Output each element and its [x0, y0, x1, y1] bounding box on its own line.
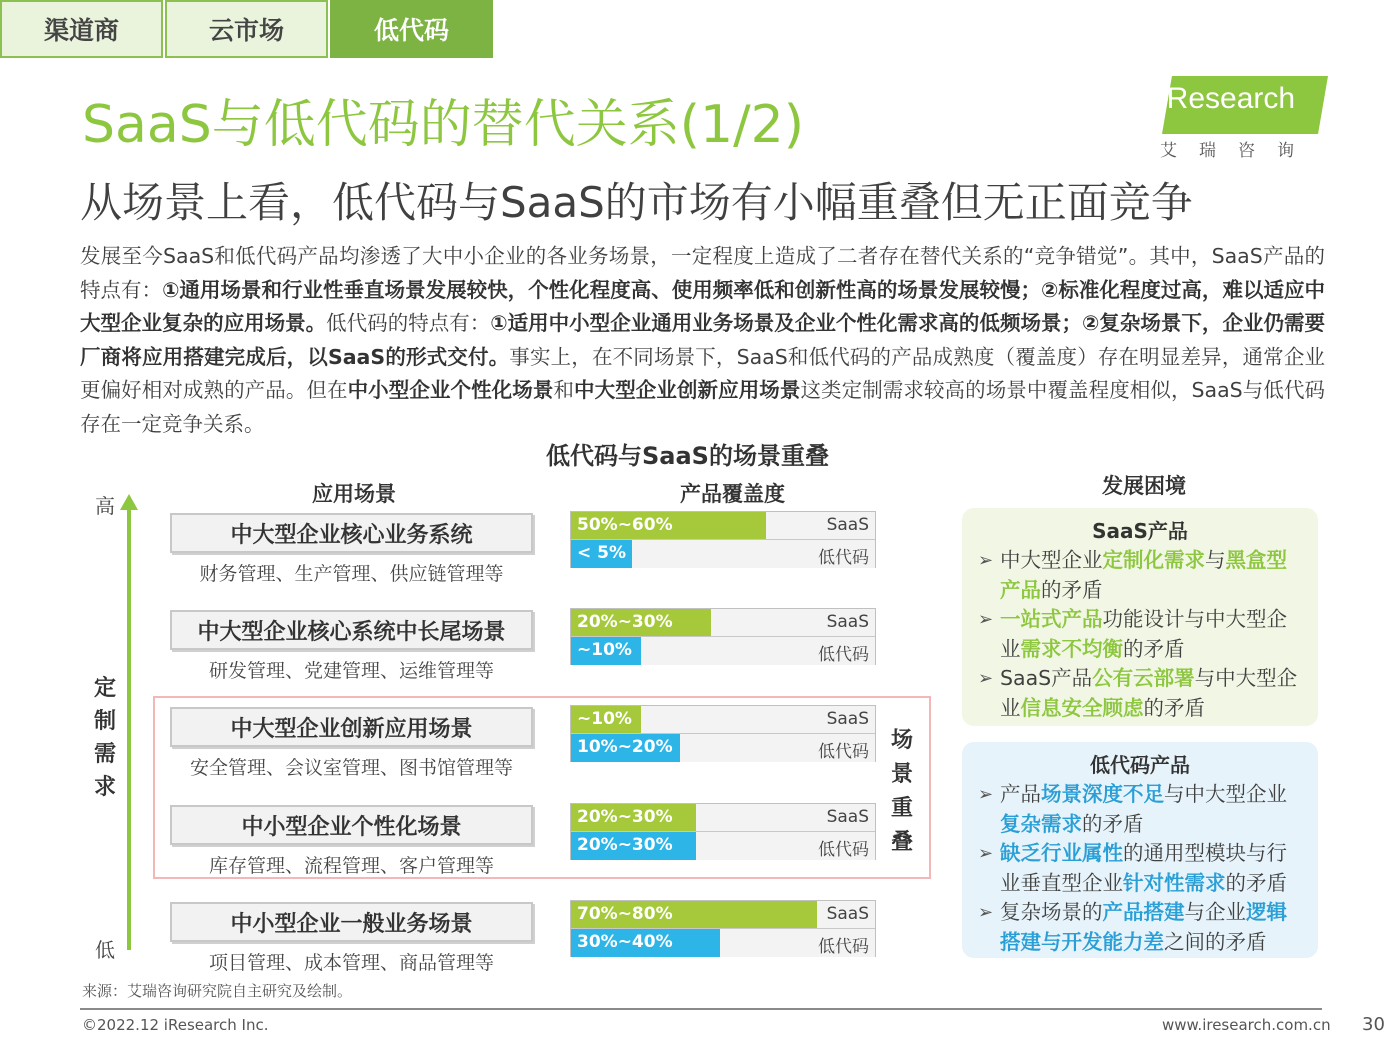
scene-description: 安全管理、会议室管理、图书馆管理等: [189, 757, 513, 779]
coverage-name-lowcode: 低代码: [818, 742, 869, 762]
scene-box: 中大型企业核心系统中长尾场景: [170, 610, 533, 650]
lowcode-problem-item: ➢ 缺乏行业属性的通用型模块与行业垂直型企业针对性需求的矛盾: [978, 841, 1287, 895]
arrow-bullet-icon: ➢: [978, 668, 994, 689]
column-head-coverage: 产品覆盖度: [680, 482, 785, 506]
lowcode-problem-panel: [962, 742, 1318, 958]
footer-copyright: ©2022.12 iResearch Inc.: [82, 1016, 269, 1034]
coverage-name-lowcode: 低代码: [818, 548, 869, 568]
coverage-name-saas: SaaS: [826, 807, 869, 827]
iresearch-logo: iResearch 艾瑞咨询: [1148, 72, 1328, 162]
scene-box: 中大型企业核心业务系统: [170, 513, 533, 553]
coverage-bar-group: [570, 608, 876, 665]
lowcode-problem-item: ➢ 产品场景深度不足与中大型企业复杂需求的矛盾: [978, 782, 1287, 836]
top-tabs: [0, 0, 495, 58]
coverage-value-lowcode: 30%~40%: [577, 932, 673, 952]
scene-box: 中小型企业个性化场景: [170, 805, 533, 845]
column-head-problem: 发展困境: [1102, 474, 1186, 498]
saas-problem-panel: [962, 508, 1318, 726]
column-head-scene: 应用场景: [312, 482, 396, 506]
coverage-value-saas: 20%~30%: [577, 807, 673, 827]
saas-problem-item: ➢ 一站式产品功能设计与中大型企业需求不均衡的矛盾: [978, 607, 1287, 661]
scene-box: 中小型企业一般业务场景: [170, 902, 533, 942]
coverage-name-saas: SaaS: [826, 709, 869, 729]
saas-problem-item: ➢ 中大型企业定制化需求与黑盒型产品的矛盾: [978, 548, 1287, 602]
coverage-name-lowcode: 低代码: [818, 937, 869, 957]
scene-description: 项目管理、成本管理、商品管理等: [208, 952, 494, 974]
coverage-bar-group: [570, 511, 876, 568]
coverage-value-saas: ~10%: [577, 709, 632, 729]
overlap-highlight-box: [153, 696, 931, 879]
saas-panel-title: SaaS产品: [1092, 519, 1188, 543]
arrow-bullet-icon: ➢: [978, 902, 994, 923]
body-paragraph: 发展至今SaaS和低代码产品均渗透了大中小企业的各业务场景，一定程度上造成了二者存在替代关系的“竞争错觉”。其中，SaaS产品的特点有：①通用场景和行业性垂直场景发展较快，个性化程度高、使用频率低和创新性高的场景发展较慢；②标准化程度过高，难以适应中大型企业复杂的应用场景。低代码的特点有：①适用中小型企业通用业务场景及企业个性化需求高的低频场景；②复杂场景下，企业仍需要厂商将应用搭建完成后，以SaaS的形式交付。事实上，在不同场景下，SaaS和低代码的产品成熟度（覆盖度）存在明显差异，通常企业更偏好相对成熟的产品。但在中小型企业个性化场景和中大型企业创新应用场景这类定制需求较高的场景中覆盖程度相似，SaaS与低代码存在一定竞争关系。: [80, 244, 1326, 436]
coverage-value-saas: 50%~60%: [577, 515, 673, 535]
footer-url[interactable]: www.iresearch.com.cn: [1162, 1016, 1331, 1034]
coverage-value-lowcode: 10%~20%: [577, 737, 673, 757]
axis-high-label: 高: [95, 494, 115, 518]
coverage-row-saas: [571, 512, 875, 540]
overlap-label: 场景重叠: [890, 728, 913, 855]
coverage-value-saas: 20%~30%: [577, 612, 673, 632]
coverage-name-lowcode: 低代码: [818, 840, 869, 860]
page-subtitle: 从场景上看，低代码与SaaS的市场有小幅重叠但无正面竞争: [80, 178, 1193, 227]
scene-description: 财务管理、生产管理、供应链管理等: [199, 563, 504, 585]
footer-divider: [80, 1008, 1322, 1010]
coverage-value-lowcode: ~10%: [577, 640, 632, 660]
coverage-row-lowcode: [571, 637, 875, 665]
arrow-bullet-icon: ➢: [978, 550, 994, 571]
coverage-value-lowcode: < 5%: [577, 543, 627, 563]
lowcode-panel-title: 低代码产品: [1090, 753, 1190, 777]
tab-cloud-market[interactable]: 云市场: [165, 0, 328, 58]
lowcode-problem-item: ➢ 复杂场景的产品搭建与企业逻辑搭建与开发能力差之间的矛盾: [978, 900, 1287, 954]
coverage-row-lowcode: [571, 540, 875, 568]
page-number: 30: [1362, 1014, 1385, 1035]
arrow-bullet-icon: ➢: [978, 843, 994, 864]
axis-line: [127, 508, 131, 950]
scene-description: 库存管理、流程管理、客户管理等: [208, 855, 494, 877]
saas-problem-item: ➢ SaaS产品公有云部署与中大型企业信息安全顾虑的矛盾: [978, 666, 1298, 720]
coverage-name-saas: SaaS: [826, 904, 869, 924]
coverage-name-saas: SaaS: [826, 612, 869, 632]
coverage-name-lowcode: 低代码: [818, 645, 869, 665]
coverage-row-saas: [571, 609, 875, 637]
arrow-bullet-icon: ➢: [978, 609, 994, 630]
tab-channel[interactable]: 渠道商: [0, 0, 163, 58]
coverage-name-saas: SaaS: [826, 515, 869, 535]
coverage-row-lowcode: [571, 929, 875, 957]
coverage-row-saas: [571, 901, 875, 929]
page-title: SaaS与低代码的替代关系(1/2): [82, 95, 805, 155]
scene-box: 中大型企业创新应用场景: [170, 707, 533, 747]
axis-label-customization: 定制需求: [93, 676, 116, 800]
axis-low-label: 低: [95, 938, 115, 962]
tab-low-code[interactable]: 低代码: [330, 0, 493, 58]
coverage-bar-group: [570, 900, 876, 957]
scene-description: 研发管理、党建管理、运维管理等: [208, 660, 494, 682]
source-note: 来源：艾瑞咨询研究院自主研究及绘制。: [82, 982, 353, 1000]
coverage-value-saas: 70%~80%: [577, 904, 673, 924]
coverage-value-lowcode: 20%~30%: [577, 835, 673, 855]
arrow-bullet-icon: ➢: [978, 784, 994, 805]
diagram-title: 低代码与SaaS的场景重叠: [546, 442, 829, 470]
